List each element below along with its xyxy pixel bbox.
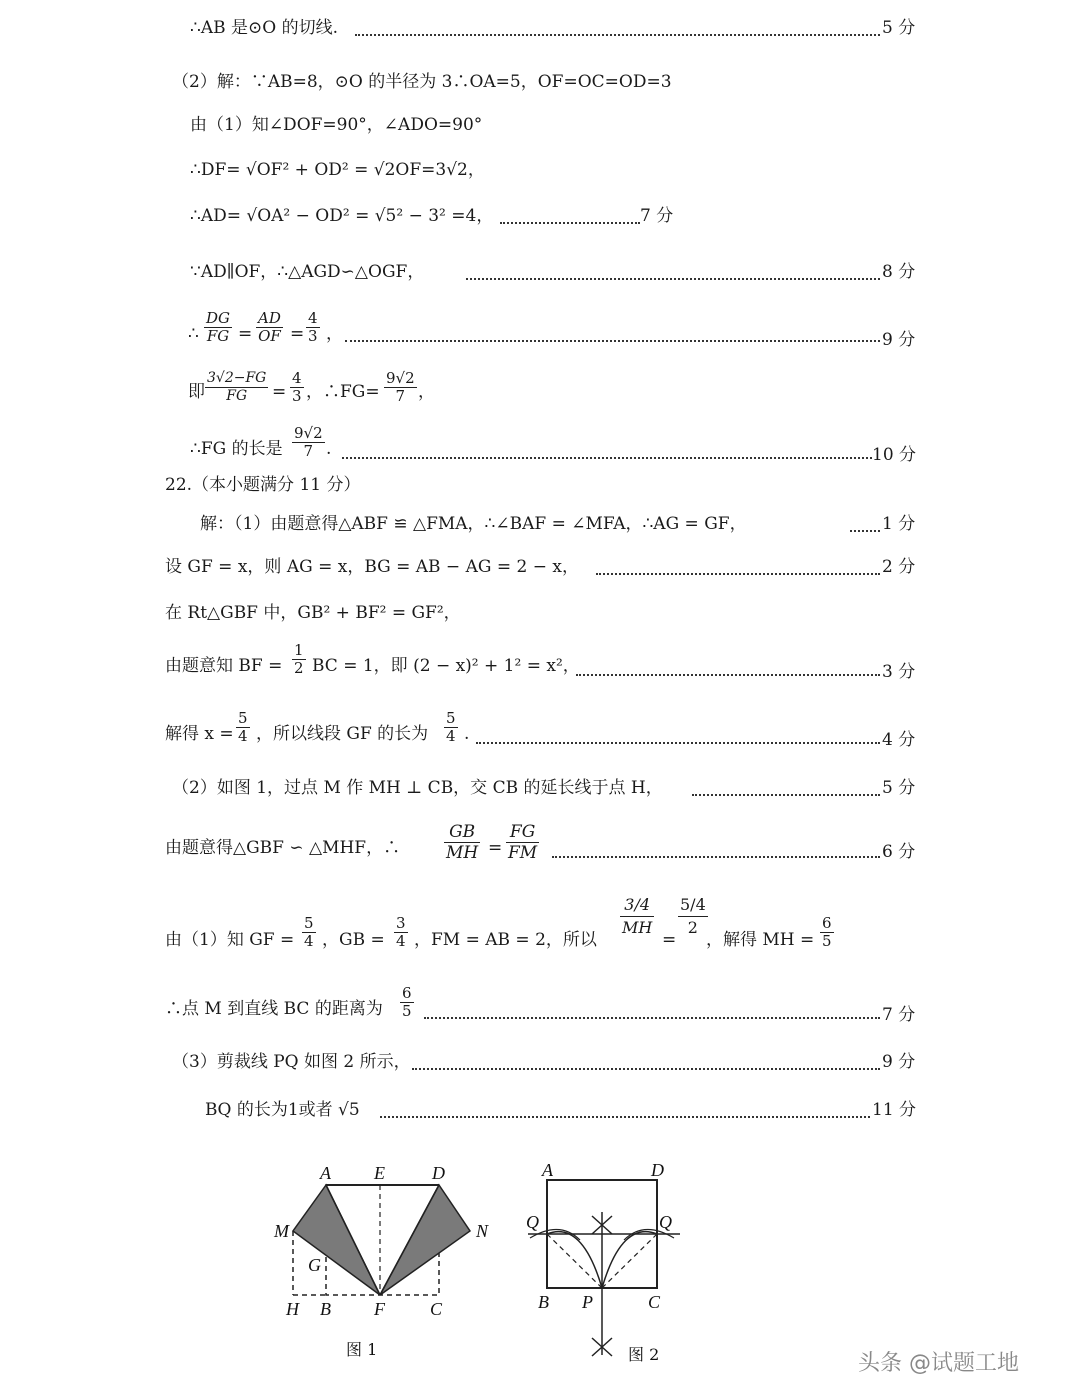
leader-dots <box>380 1116 870 1118</box>
period: . <box>326 439 332 459</box>
score-label: 7 分 <box>882 1005 916 1025</box>
leader-dots <box>552 856 880 858</box>
line-text: BQ 的长为1或者 √5 <box>205 1100 360 1120</box>
line-text-3: ，FM = AB = 2，所以 <box>414 930 597 950</box>
score-label: 9 分 <box>882 1052 916 1072</box>
line-text-2: ，GB = <box>322 930 385 950</box>
leader-dots <box>412 1068 880 1070</box>
label-m: M <box>274 1221 289 1241</box>
line-text: ∵AD∥OF，∴△AGD∽△OGF， <box>190 262 425 282</box>
solution-line <box>0 514 1080 554</box>
fraction-dg-fg: $\frac{DG}{FG}$ <box>206 309 231 345</box>
fraction-big-left: $\frac{3/4}{MH}$ <box>622 895 653 937</box>
solution-line <box>0 778 1080 818</box>
line-text-2: ，所以线段 GF 的长为 <box>256 724 429 744</box>
label-b: B <box>538 1292 549 1312</box>
equals-sign: = <box>488 838 503 858</box>
comma: ， <box>326 324 343 344</box>
comma: ， <box>418 382 435 402</box>
fraction-gb-mh: $\frac{GB}{MH}$ <box>446 822 479 863</box>
line-text-2: ，∴FG= <box>306 382 380 402</box>
figure-2-caption: 图 2 <box>628 1345 660 1364</box>
leader-dots <box>596 573 880 575</box>
shaded-triangle-left <box>293 1185 380 1295</box>
equals-sign: = <box>290 324 305 344</box>
solution-line <box>0 72 1080 112</box>
label-n: N <box>476 1221 489 1241</box>
solution-line <box>0 557 1080 597</box>
solution-line <box>0 18 1080 58</box>
figure-1-caption: 图 1 <box>346 1340 378 1359</box>
fraction-fg-fm: $\frac{FG}{FM}$ <box>508 822 538 863</box>
solution-line <box>0 642 1080 692</box>
leader-dots <box>500 222 640 224</box>
solution-line <box>0 822 1080 874</box>
label-e: E <box>374 1163 385 1183</box>
leader-dots <box>342 457 872 459</box>
line-text: ∴点 M 到直线 BC 的距离为 <box>165 999 383 1019</box>
line-text: 解得 x = <box>165 724 234 744</box>
label-h: H <box>286 1299 299 1319</box>
score-label: 5 分 <box>882 778 916 798</box>
solution-line <box>0 425 1080 475</box>
shaded-triangle-right <box>380 1185 470 1295</box>
line-text-4: ，解得 MH = <box>706 930 815 950</box>
equals-sign: = <box>662 930 677 950</box>
leader-dots <box>466 278 880 280</box>
solution-line <box>0 115 1080 155</box>
label-d: D <box>651 1160 664 1180</box>
fraction-half: $\frac{1}{2}$ <box>294 641 304 677</box>
fraction-lhs: $\frac{3√2-FG}{FG}$ <box>207 370 267 404</box>
line-text: 在 Rt△GBF 中，GB² + BF² = GF²， <box>165 603 461 623</box>
line-text: （2）解：∵AB=8，⊙O 的半径为 3∴OA=5，OF=OC=OD=3 <box>172 72 672 92</box>
line-text: 解：（1）由题意得△ABF ≌ △FMA，∴∠BAF = ∠MFA，∴AG = GF， <box>200 514 747 534</box>
line-text: （2）如图 1，过点 M 作 MH ⊥ CB，交 CB 的延长线于点 H， <box>172 778 663 798</box>
score-label: 11 分 <box>872 1100 917 1120</box>
fraction-9root2-7: $\frac{9√2}{7}$ <box>294 424 323 460</box>
solution-line <box>0 1100 1080 1140</box>
solution-line <box>0 985 1080 1035</box>
fraction-6-5: $\frac{6}{5}$ <box>402 984 412 1020</box>
fraction-5-4: $\frac{5}{4}$ <box>446 709 456 745</box>
score-label: 8 分 <box>882 262 916 282</box>
dashed-pq-left <box>547 1234 602 1288</box>
figure-2 <box>520 1150 700 1366</box>
solution-line <box>0 710 1080 760</box>
fraction-5-4: $\frac{5}{4}$ <box>304 914 314 950</box>
line-text: 22.（本小题满分 11 分） <box>165 475 361 495</box>
solution-line <box>0 370 1080 420</box>
score-label: 1 分 <box>882 514 916 534</box>
question-heading <box>0 475 1080 515</box>
line-text: 由（1）知∠DOF=90°，∠ADO=90° <box>190 115 483 135</box>
solution-line <box>0 160 1080 200</box>
line-text: ∴DF= √OF² + OD² = √2OF=3√2， <box>190 160 485 180</box>
fraction-4-3: $\frac{4}{3}$ <box>292 369 302 405</box>
label-c: C <box>648 1292 661 1312</box>
label-q-left: Q <box>526 1212 539 1232</box>
line-text-2: BC = 1，即 (2 − x)² + 1² = x²， <box>312 656 580 676</box>
label-c: C <box>430 1299 443 1319</box>
fraction-9root2-7: $\frac{9√2}{7}$ <box>386 369 415 405</box>
leader-dots <box>692 794 880 796</box>
score-label: 5 分 <box>882 18 916 38</box>
solution-line <box>0 1052 1080 1092</box>
equals-sign: = <box>272 382 287 402</box>
solution-line <box>0 206 1080 246</box>
label-f: F <box>374 1299 385 1319</box>
line-text: ∴FG 的长是 <box>190 439 283 459</box>
score-label: 2 分 <box>882 557 916 577</box>
label-d: D <box>432 1163 445 1183</box>
label-a: A <box>320 1163 331 1183</box>
leader-dots <box>345 340 880 342</box>
fraction-big-right: $\frac{5/4}{2}$ <box>680 895 706 937</box>
label-p: P <box>582 1292 593 1312</box>
solution-line <box>0 262 1080 302</box>
solution-line <box>0 310 1080 360</box>
line-text: （3）剪裁线 PQ 如图 2 所示， <box>172 1052 411 1072</box>
fraction-6-5: $\frac{6}{5}$ <box>822 914 832 950</box>
leader-dots <box>850 530 880 532</box>
score-label: 10 分 <box>872 445 917 465</box>
score-label: 9 分 <box>882 330 916 350</box>
solution-line <box>0 890 1080 970</box>
leader-dots <box>476 742 880 744</box>
score-label: 3 分 <box>882 662 916 682</box>
watermark: 头条 @试题工地 <box>858 1351 1019 1376</box>
score-label: 7 分 <box>640 206 674 226</box>
figure-1 <box>260 1155 510 1365</box>
score-label: 4 分 <box>882 730 916 750</box>
leader-dots <box>355 34 880 36</box>
fraction-ad-of: $\frac{AD}{OF}$ <box>258 309 281 345</box>
line-text: ∴AD= √OA² − OD² = √5² − 3² =4， <box>190 206 494 226</box>
line-text: 由题意得△GBF ∽ △MHF，∴ <box>165 838 401 858</box>
fraction-5-4: $\frac{5}{4}$ <box>238 709 248 745</box>
score-label: 6 分 <box>882 842 916 862</box>
fraction-4-3: $\frac{4}{3}$ <box>308 309 318 345</box>
line-text: 由（1）知 GF = <box>165 930 295 950</box>
dashed-pq-right <box>602 1234 657 1288</box>
label-a: A <box>542 1160 553 1180</box>
line-text: 由题意知 BF = <box>165 656 283 676</box>
label-g: G <box>308 1255 321 1275</box>
leader-dots <box>424 1017 880 1019</box>
line-text: ∴AB 是⊙O 的切线. <box>190 18 338 38</box>
period: . <box>464 724 470 744</box>
leader-dots <box>576 674 880 676</box>
fraction-3-4: $\frac{3}{4}$ <box>396 914 406 950</box>
label-b: B <box>320 1299 331 1319</box>
line-text: ∴ <box>188 324 199 344</box>
solution-line <box>0 603 1080 643</box>
equals-sign: = <box>238 324 253 344</box>
label-q-right: Q <box>659 1212 672 1232</box>
line-text: 即 <box>188 382 205 402</box>
line-text: 设 GF = x，则 AG = x，BG = AB − AG = 2 − x， <box>165 557 579 577</box>
